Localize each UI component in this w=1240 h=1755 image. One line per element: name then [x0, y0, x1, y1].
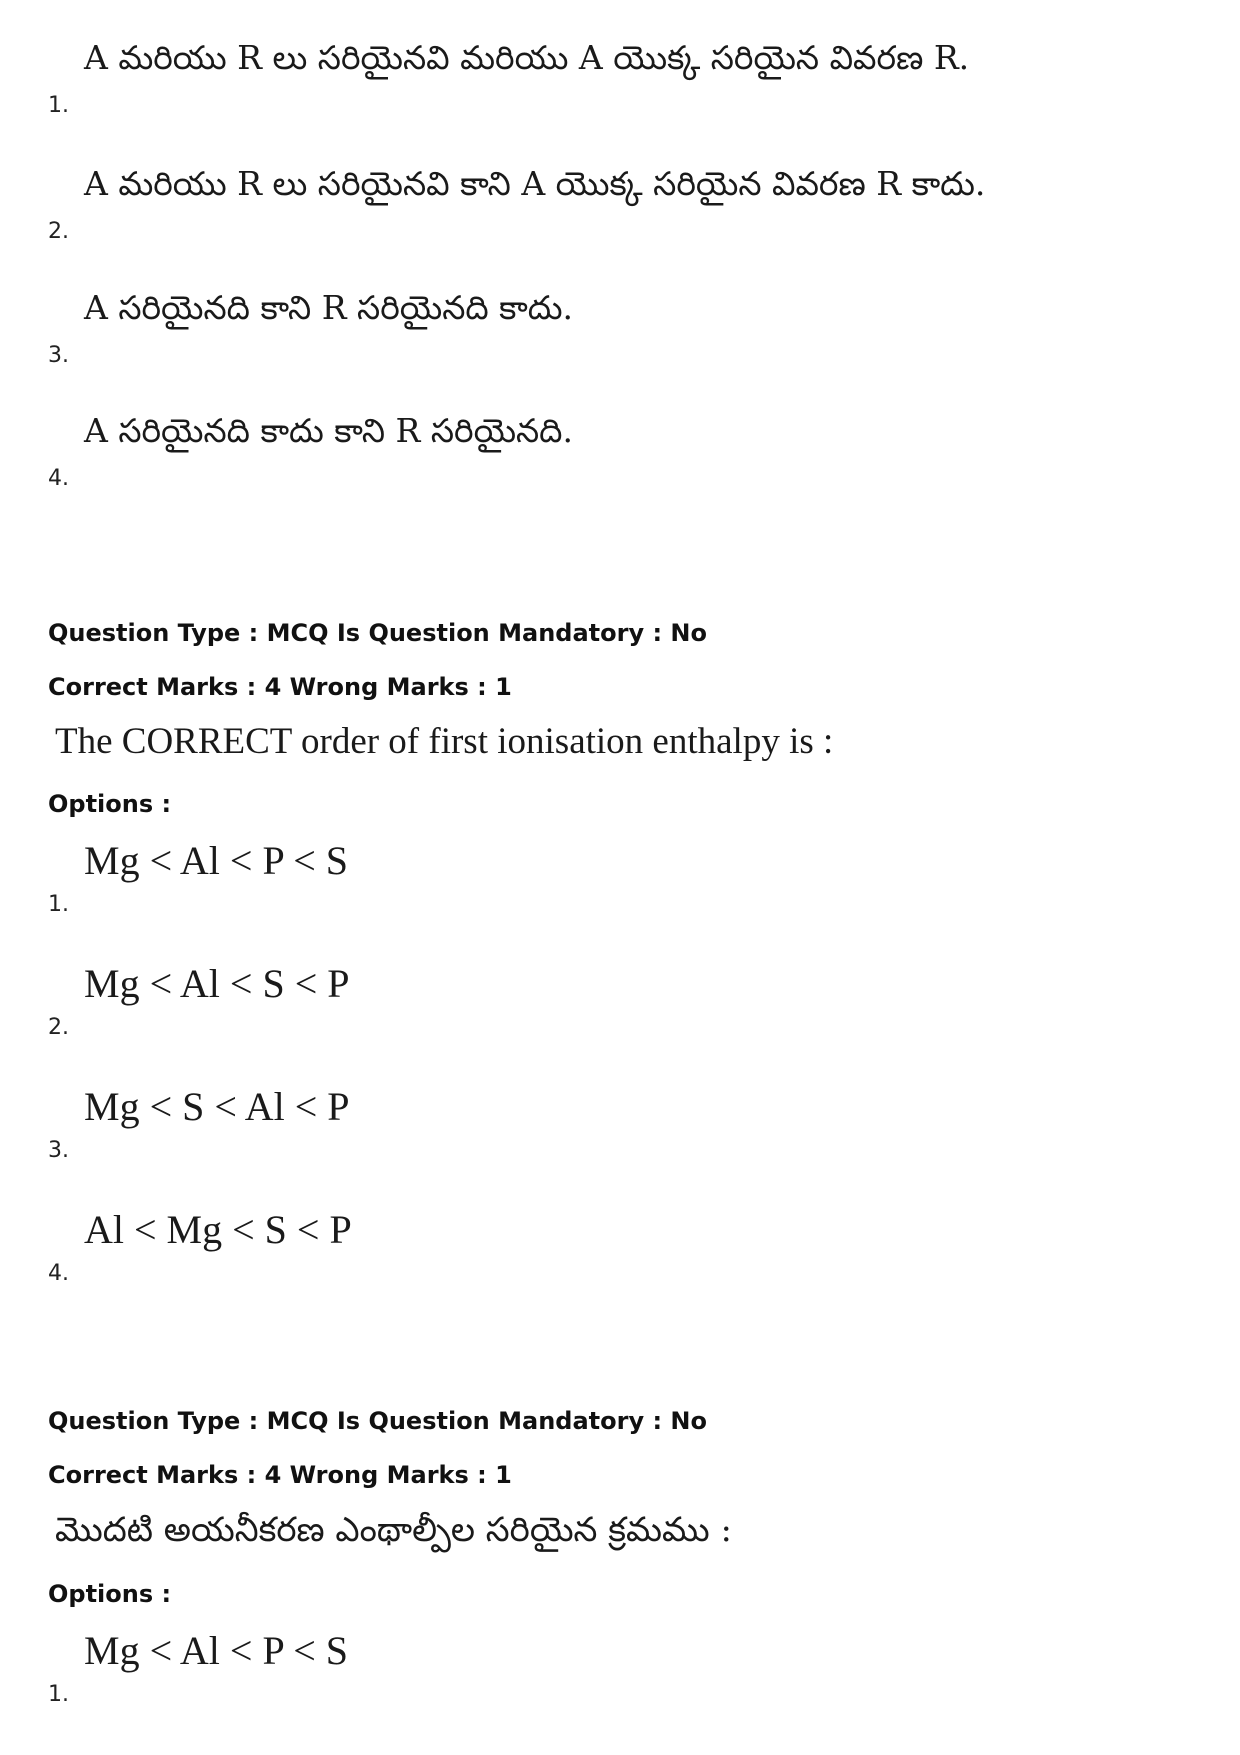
option-text: A మరియు R లు సరియైనవి మరియు A యొక్క సరియైన వివరణ R.	[84, 38, 970, 77]
option-text: Mg < Al < P < S	[84, 838, 349, 883]
question-stem: The CORRECT order of first ionisation enthalpy is :	[55, 721, 834, 762]
option-text: A సరియైనది కాదు కాని R సరియైనది.	[84, 411, 573, 450]
option-number: 1.	[48, 892, 69, 917]
option-number: 3.	[48, 343, 69, 368]
option-text: A సరియైనది కాని R సరియైనది కాదు.	[84, 288, 573, 327]
question-type-line: Question Type : MCQ Is Question Mandatory : No	[48, 1407, 707, 1435]
options-label: Options :	[48, 1580, 172, 1608]
question-type-line: Question Type : MCQ Is Question Mandatory : No	[48, 619, 707, 647]
option-text: A మరియు R లు సరియైనవి కాని A యొక్క సరియైన వివరణ R కాదు.	[84, 164, 986, 203]
option-number: 2.	[48, 1015, 69, 1040]
option-text: Al < Mg < S < P	[84, 1207, 352, 1252]
option-number: 2.	[48, 219, 69, 244]
option-text: Mg < Al < P < S	[84, 1628, 349, 1673]
option-text: Mg < S < Al < P	[84, 1084, 350, 1129]
option-number: 4.	[48, 1261, 69, 1286]
option-number: 1.	[48, 93, 69, 118]
option-text: Mg < Al < S < P	[84, 961, 350, 1006]
marks-line: Correct Marks : 4 Wrong Marks : 1	[48, 1461, 512, 1489]
marks-line: Correct Marks : 4 Wrong Marks : 1	[48, 673, 512, 701]
question-stem: మొదటి అయనీకరణ ఎంథాల్పీల సరియైన క్రమము :	[55, 1510, 732, 1550]
option-number: 4.	[48, 466, 69, 491]
option-number: 1.	[48, 1682, 69, 1707]
options-label: Options :	[48, 790, 172, 818]
option-number: 3.	[48, 1138, 69, 1163]
